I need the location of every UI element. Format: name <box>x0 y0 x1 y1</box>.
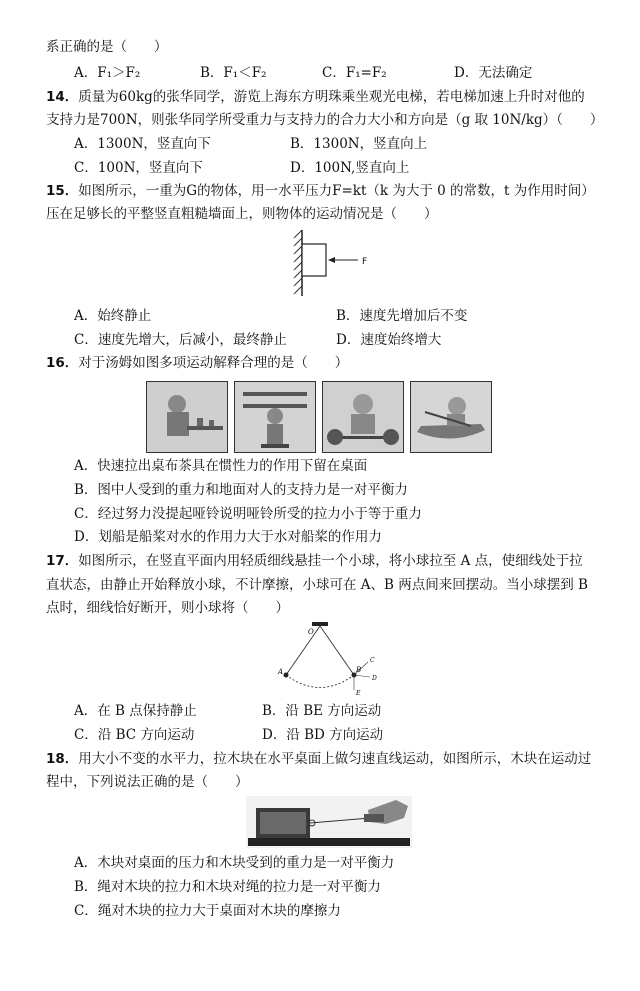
q13-option-a[interactable]: A．F₁＞F₂ <box>74 65 141 81</box>
q17-number: 17． <box>46 553 79 569</box>
q18-text-line1: 用大小不变的水平力，拉木块在水平桌面上做匀速直线运动，如图所示，木块在运动过 <box>78 751 592 767</box>
block <box>302 244 326 276</box>
q13-options <box>74 62 614 84</box>
q18-stem-line2: 程中，下列说法正确的是（ ） <box>46 774 249 790</box>
q17-option-d[interactable]: D．沿 BD 方向运动 <box>262 727 384 743</box>
q13-continuation: 系正确的是（ ） <box>46 39 168 55</box>
label-e: E <box>356 690 361 697</box>
q18-block-figure <box>246 796 412 848</box>
force-label-f: F <box>362 257 368 267</box>
q16-text-line1: 对于汤姆如图多项运动解释合理的是（ ） <box>78 355 349 371</box>
q15-option-b[interactable]: B．速度先增加后不变 <box>336 308 468 324</box>
q17-option-a[interactable]: A．在 B 点保持静止 <box>74 703 197 719</box>
q15-options-row2 <box>74 329 614 351</box>
q17-options-row1 <box>74 700 614 722</box>
q14-stem-line1 <box>46 86 606 108</box>
q16-option-c[interactable]: C．经过努力没提起哑铃说明哑铃所受的拉力小于等于重力 <box>74 506 422 522</box>
q14-stem-line2: 支持力是700N，则张华同学所受重力与支持力的合力大小和方向是（g 取 10N/kg）（ ） <box>46 112 604 128</box>
q14-number: 14． <box>46 89 79 105</box>
label-o: O <box>308 628 314 636</box>
q13-option-d[interactable]: D．无法确定 <box>454 65 533 81</box>
q16-cartoon-strip <box>146 381 494 453</box>
q14-option-a[interactable]: A．1300N，竖直向下 <box>74 136 211 152</box>
q16-option-d[interactable]: D．划船是船桨对水的作用力大于水对船桨的作用力 <box>74 529 382 545</box>
q14-options-row1 <box>74 133 614 155</box>
string-to-b <box>320 626 354 675</box>
cartoon-weight-scale <box>234 381 316 453</box>
ceiling-mount <box>312 622 328 626</box>
dir-bd <box>354 675 370 677</box>
q15-wall-figure <box>290 228 380 298</box>
q13-option-c[interactable]: C．F₁=F₂ <box>322 65 387 81</box>
q15-option-a[interactable]: A．始终静止 <box>74 308 152 324</box>
swing-arc <box>286 675 354 688</box>
q18-option-c[interactable]: C．绳对木块的拉力大于桌面对木块的摩擦力 <box>74 903 341 919</box>
q15-option-c[interactable]: C．速度先增大，后减小，最终静止 <box>74 332 287 348</box>
q17-stem-line2: 直状态，由静止开始释放小球，不计摩擦，小球可在 A、B 两点间来回摆动。当小球摆到 B <box>46 577 588 593</box>
q14-options-row2 <box>74 157 614 179</box>
q14-text-line1: 质量为60kg的张华同学，游览上海东方明珠乘坐观光电梯，若电梯加速上升时对他的 <box>78 89 585 105</box>
q18-number: 18． <box>46 751 79 767</box>
ball-at-a <box>284 673 289 678</box>
force-arrow <box>328 257 335 263</box>
q15-text-line1: 如图所示，一重为G的物体，用一水平压力F=kt（k 为大于 0 的常数，t 为作用时间） <box>78 183 595 199</box>
q18-option-b[interactable]: B．绳对木块的拉力和木块对绳的拉力是一对平衡力 <box>74 879 381 895</box>
q18-stem-line1 <box>46 748 606 770</box>
q15-option-d[interactable]: D．速度始终增大 <box>336 332 442 348</box>
q17-option-b[interactable]: B．沿 BE 方向运动 <box>262 703 382 719</box>
q15-stem-line2: 压在足够长的平整竖直粗糙墙面上，则物体的运动情况是（ ） <box>46 206 438 222</box>
wall-hatching <box>294 230 302 294</box>
q15-number: 15． <box>46 183 79 199</box>
label-d: D <box>372 675 377 682</box>
cartoon-rowing <box>410 381 492 453</box>
q16-option-b[interactable]: B．图中人受到的重力和地面对人的支持力是一对平衡力 <box>74 482 408 498</box>
q14-option-d[interactable]: D．100N,竖直向上 <box>290 160 410 176</box>
label-a: A <box>278 668 284 676</box>
cartoon-tablecloth <box>146 381 228 453</box>
q17-stem-line1 <box>46 550 606 572</box>
q17-pendulum-figure <box>272 620 382 698</box>
label-c: C <box>370 657 375 664</box>
q17-stem-line3: 点时，细线恰好断开，则小球将（ ） <box>46 600 289 616</box>
cartoon-dumbbell <box>322 381 404 453</box>
q17-options-row2 <box>74 724 614 746</box>
table-surface <box>248 838 410 846</box>
q18-option-a[interactable]: A．木块对桌面的压力和木块受到的重力是一对平衡力 <box>74 855 395 871</box>
q17-text-line1: 如图所示，在竖直平面内用轻质细线悬挂一个小球，将小球拉至 A 点，使细线处于拉 <box>78 553 583 569</box>
q14-option-c[interactable]: C．100N，竖直向下 <box>74 160 203 176</box>
q16-stem-line1 <box>46 352 606 374</box>
string-to-a <box>286 626 320 675</box>
q13-option-b[interactable]: B．F₁＜F₂ <box>200 65 267 81</box>
q15-stem-line1 <box>46 180 606 202</box>
q16-number: 16． <box>46 355 79 371</box>
q17-option-c[interactable]: C．沿 BC 方向运动 <box>74 727 195 743</box>
q16-option-a[interactable]: A．快速拉出桌布茶具在惯性力的作用下留在桌面 <box>74 458 368 474</box>
q15-options-row1 <box>74 305 614 327</box>
label-b: B <box>356 666 362 674</box>
q14-option-b[interactable]: B．1300N，竖直向上 <box>290 136 428 152</box>
